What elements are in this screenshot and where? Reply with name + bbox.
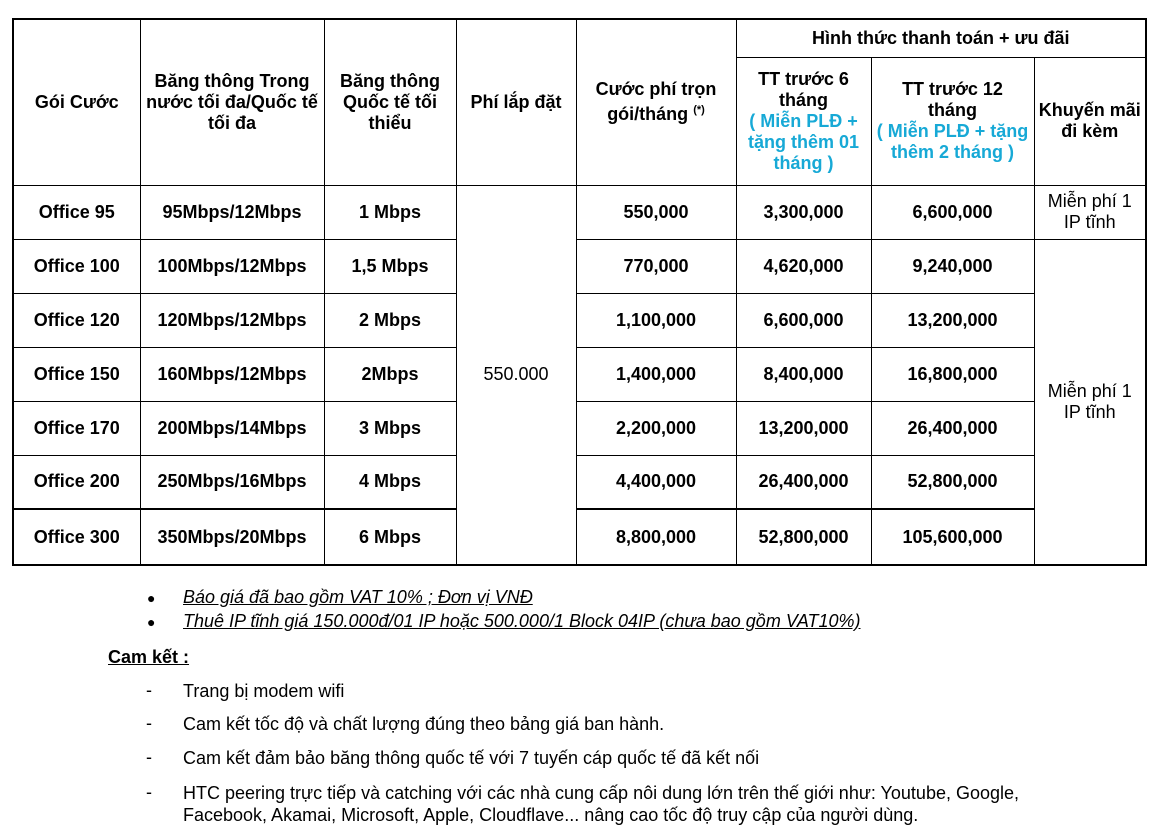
cell-bandwidth: 120Mbps/12Mbps xyxy=(140,293,324,347)
header-prepay-6-promo: ( Miễn PLĐ + tặng thêm 01 tháng ) xyxy=(747,110,860,173)
dash-marker: - xyxy=(146,680,152,700)
commitment-item: Cam kết đảm bảo băng thông quốc tế với 7 tuyến cáp quốc tế đã kết nối xyxy=(183,748,760,768)
cell-intl-min: 1,5 Mbps xyxy=(324,239,456,293)
cell-prepay-6: 26,400,000 xyxy=(736,455,871,509)
cell-prepay-12: 6,600,000 xyxy=(871,185,1034,239)
table-row xyxy=(13,239,1146,293)
bullet-icon: ● xyxy=(147,614,156,630)
cell-bandwidth: 95Mbps/12Mbps xyxy=(140,185,324,239)
table-row xyxy=(13,185,1146,239)
note-ip-rental: Thuê IP tĩnh giá 150.000đ/01 IP hoặc 500.000/1 Block 04IP (chưa bao gồm VAT10%) xyxy=(183,611,861,631)
header-prepay-6 xyxy=(736,57,871,185)
header-prepay-12 xyxy=(871,57,1034,185)
dash-marker: - xyxy=(146,782,152,802)
cell-prepay-12: 13,200,000 xyxy=(871,293,1034,347)
cell-intl-min: 4 Mbps xyxy=(324,455,456,509)
cell-prepay-6: 13,200,000 xyxy=(736,401,871,455)
cell-package: Office 120 xyxy=(13,293,140,347)
table-row xyxy=(13,401,1146,455)
cell-intl-min: 6 Mbps xyxy=(324,509,456,565)
cell-monthly: 770,000 xyxy=(576,239,736,293)
cell-monthly: 1,100,000 xyxy=(576,293,736,347)
cell-monthly: 4,400,000 xyxy=(576,455,736,509)
header-monthly-fee xyxy=(576,19,736,185)
footnote-mark: (*) xyxy=(693,104,705,117)
dash-marker: - xyxy=(146,747,152,767)
header-bandwidth-domestic: Băng thông Trong nước tối đa/Quốc tế tối đa xyxy=(140,19,324,185)
cell-prepay-6: 8,400,000 xyxy=(736,347,871,401)
cell-bandwidth: 250Mbps/16Mbps xyxy=(140,455,324,509)
dash-marker: - xyxy=(146,713,152,733)
table-row xyxy=(13,293,1146,347)
note-vat: Báo giá đã bao gồm VAT 10% ; Đơn vị VNĐ xyxy=(183,587,533,607)
cell-bonus-rest: Miễn phí 1 IP tĩnh xyxy=(1034,239,1146,565)
cell-bonus-first: Miễn phí 1 IP tĩnh xyxy=(1034,185,1146,239)
cell-monthly: 2,200,000 xyxy=(576,401,736,455)
commitment-item-text: HTC peering trực tiếp và catching với các nhà cung cấp nôi dung lớn trên thế giới như: Youtube, Google, Facebook, Akamai, Microsoft, Apple, Cloudflave... nâng cao tốc độ truy cập của người dùng. xyxy=(183,783,1020,825)
header-payment-group: Hình thức thanh toán + ưu đãi xyxy=(736,19,1146,57)
cell-prepay-12: 105,600,000 xyxy=(871,509,1034,565)
header-monthly-fee-label: Cước phí trọn gói/tháng xyxy=(595,79,717,125)
cell-prepay-6: 52,800,000 xyxy=(736,509,871,565)
cell-monthly: 550,000 xyxy=(576,185,736,239)
commitment-heading: Cam kết : xyxy=(108,647,190,667)
cell-intl-min: 1 Mbps xyxy=(324,185,456,239)
cell-bandwidth: 350Mbps/20Mbps xyxy=(140,509,324,565)
cell-package: Office 150 xyxy=(13,347,140,401)
header-prepay-12-promo: ( Miễn PLĐ + tặng thêm 2 tháng ) xyxy=(876,121,1029,162)
cell-prepay-12: 9,240,000 xyxy=(871,239,1034,293)
cell-intl-min: 2 Mbps xyxy=(324,293,456,347)
header-bonus: Khuyến mãi đi kèm xyxy=(1034,57,1146,185)
cell-prepay-12: 52,800,000 xyxy=(871,455,1034,509)
pricing-table xyxy=(12,18,1147,566)
header-prepay-6-title: TT trước 6 tháng xyxy=(758,68,849,110)
header-bandwidth-intl: Băng thông Quốc tế tối thiểu xyxy=(324,19,456,185)
cell-prepay-6: 6,600,000 xyxy=(736,293,871,347)
table-row xyxy=(13,509,1146,565)
commitment-item xyxy=(183,782,1083,826)
cell-bandwidth: 200Mbps/14Mbps xyxy=(140,401,324,455)
cell-package: Office 300 xyxy=(13,509,140,565)
cell-package: Office 200 xyxy=(13,455,140,509)
cell-package: Office 170 xyxy=(13,401,140,455)
cell-package: Office 95 xyxy=(13,185,140,239)
cell-prepay-12: 26,400,000 xyxy=(871,401,1034,455)
cell-prepay-6: 3,300,000 xyxy=(736,185,871,239)
header-install-fee: Phí lắp đặt xyxy=(456,19,576,185)
commitment-item: Cam kết tốc độ và chất lượng đúng theo bảng giá ban hành. xyxy=(183,714,665,734)
cell-intl-min: 3 Mbps xyxy=(324,401,456,455)
table-row xyxy=(13,455,1146,509)
header-package: Gói Cước xyxy=(13,19,140,185)
cell-intl-min: 2Mbps xyxy=(324,347,456,401)
cell-install-fee: 550.000 xyxy=(456,185,576,565)
cell-prepay-12: 16,800,000 xyxy=(871,347,1034,401)
cell-package: Office 100 xyxy=(13,239,140,293)
table-row xyxy=(13,347,1146,401)
cell-monthly: 1,400,000 xyxy=(576,347,736,401)
cell-bandwidth: 160Mbps/12Mbps xyxy=(140,347,324,401)
cell-prepay-6: 4,620,000 xyxy=(736,239,871,293)
cell-monthly: 8,800,000 xyxy=(576,509,736,565)
bullet-icon: ● xyxy=(147,590,156,606)
commitment-item: Trang bị modem wifi xyxy=(183,681,345,701)
header-prepay-12-title: TT trước 12 tháng xyxy=(902,79,1003,120)
cell-bandwidth: 100Mbps/12Mbps xyxy=(140,239,324,293)
